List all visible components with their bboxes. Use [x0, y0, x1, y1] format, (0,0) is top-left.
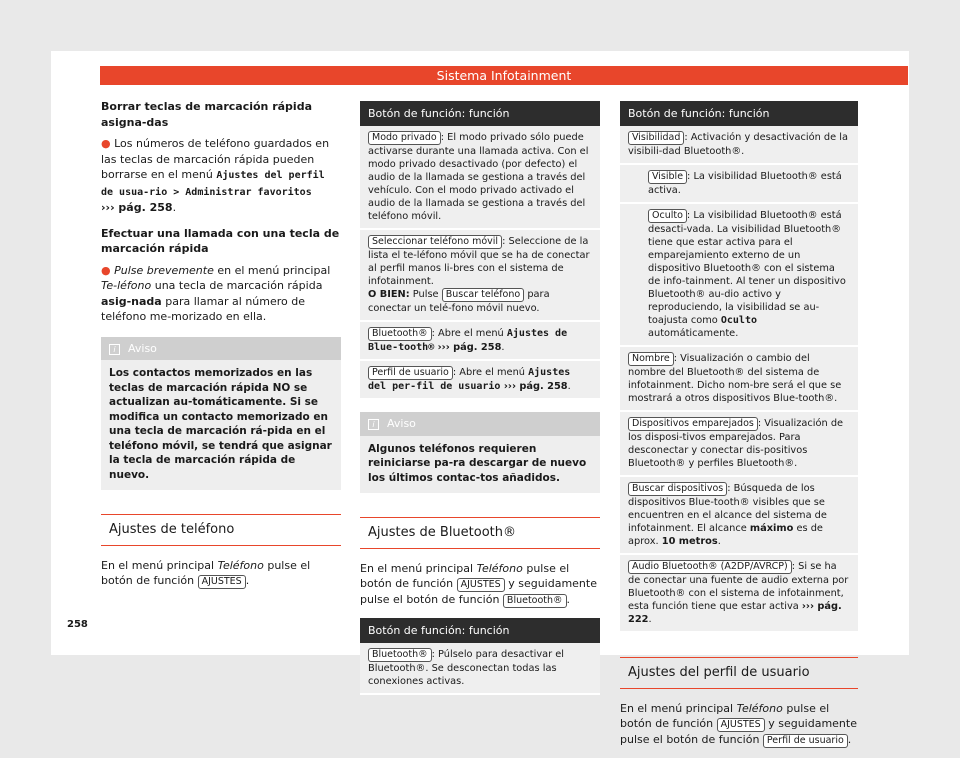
- page-reference[interactable]: ››› pág. 258: [101, 201, 173, 214]
- audio-bluetooth-key: Audio Bluetooth® (A2DP/AVRCP): [628, 560, 792, 574]
- table-subrow: Visible : La visibilidad Bluetooth® está activa.: [620, 165, 858, 204]
- paragraph-phone-settings: En el menú principal Teléfono pulse el botón de función AJUSTES .: [101, 558, 311, 587]
- heading-delete-speed-dial: Borrar teclas de marcación rápida asigna-das: [101, 100, 312, 129]
- bullet-icon: ●: [101, 137, 111, 150]
- function-table-3: [620, 101, 858, 633]
- heading-speed-dial-call: Efectuar una llamada con una tecla de marcación rápida: [101, 226, 340, 255]
- table-row: Bluetooth® : Púlselo para desactivar el Bluetooth®. Se desconectan todas las conexiones activas.: [360, 643, 600, 695]
- nombre-key: Nombre: [628, 352, 674, 366]
- ajustes-key: AJUSTES: [457, 578, 505, 592]
- table-row: Perfil de usuario : Abre el menú Ajustes del per-fil de usuario ››› pág. 258.: [360, 361, 600, 400]
- section-title-bluetooth: Ajustes de Bluetooth®: [360, 517, 600, 549]
- section-title-phone-settings: Ajustes de teléfono: [101, 514, 341, 546]
- page-reference[interactable]: ››› pág. 222: [628, 601, 842, 625]
- manual-page: [51, 51, 909, 746]
- page-header: Sistema Infotainment: [100, 66, 908, 85]
- table-row: Nombre : Visualización o cambio del nombre del Bluetooth® del sistema de infotainment. Dicho nom-bre será el que se mostrará a otros dispositivos Blue-tooth®.: [620, 347, 858, 412]
- table-subrow: Oculto : La visibilidad Bluetooth® está desacti-vada. La visibilidad Bluetooth® tiene que estar activa para el emparejamiento externo de un dispositivo Bluetooth® con el sistema de info-tainment. Al tener un dispositivo Bluetooth® au-dio activo y reproduciendo, la visibilidad se au-toajusta como Oculto automáticamente.: [620, 204, 858, 347]
- ajustes-key: AJUSTES: [198, 575, 246, 589]
- notice-text: Los contactos memorizados en las teclas de marcación rápida NO se actualizan au-tomáticamente. Si se modifica un contacto memorizado en una tecla de marcación rá-pida en el teléfono móvil, se tendrá que asignar la tecla de marcación rápida de nuevo.: [109, 367, 332, 481]
- table-row: Buscar dispositivos : Búsqueda de los dispositivos Blue-tooth® visibles que se encuentren en el alcance del sistema de infotainment. El alcance máximo es de aprox. 10 metros.: [620, 477, 858, 555]
- seleccionar-telefono-key: Seleccionar teléfono móvil: [368, 235, 502, 249]
- bluetooth-key: Bluetooth®: [368, 648, 432, 662]
- notice-box: [360, 412, 600, 493]
- notice-header: i Aviso: [101, 337, 341, 361]
- notice-text: Algunos teléfonos requieren reiniciarse pa-ra descargar de nuevo los últimos contac-tos añadidos.: [368, 442, 587, 484]
- function-table-1: [360, 101, 600, 400]
- visible-key: Visible: [648, 170, 687, 184]
- page-reference[interactable]: ››› pág. 258: [434, 342, 502, 353]
- column-3: [620, 101, 858, 758]
- notice-box: [101, 337, 341, 491]
- table-header: Botón de función: función: [620, 101, 858, 126]
- buscar-telefono-key: Buscar teléfono: [442, 288, 525, 302]
- paragraph-user-profile: En el menú principal Teléfono pulse el botón de función AJUSTES y seguidamente pulse el botón de función Perfil de usuario .: [620, 701, 857, 746]
- notice-header: i Aviso: [360, 412, 600, 436]
- info-icon: i: [109, 344, 120, 355]
- paragraph-speed-dial-call: ● Pulse brevemente en el menú principal Te-léfono una tecla de marcación rápida asig-nada para llamar al número de teléfono me-morizado en ella.: [101, 263, 331, 323]
- page-number: 258: [67, 619, 88, 630]
- bluetooth-key: Bluetooth®: [503, 594, 567, 608]
- table-row: Bluetooth® : Abre el menú Ajustes de Blue-tooth® ››› pág. 258.: [360, 322, 600, 361]
- paragraph-bluetooth: En el menú principal Teléfono pulse el botón de función AJUSTES y seguidamente pulse el botón de función Bluetooth® .: [360, 561, 597, 606]
- perfil-usuario-key: Perfil de usuario: [368, 366, 453, 380]
- table-row: Visibilidad : Activación y desactivación de la visibili-dad Bluetooth®.: [620, 126, 858, 165]
- table-row: Dispositivos emparejados : Visualización de los disposi-tivos emparejados. Para desconectar y conectar dis-positivos Bluetooth® y perfiles Bluetooth®.: [620, 412, 858, 477]
- section-title-user-profile: Ajustes del perfil de usuario: [620, 657, 858, 689]
- modo-privado-key: Modo privado: [368, 131, 441, 145]
- table-row: Modo privado : El modo privado sólo puede activarse durante una llamada activa. Con el modo privado desactivado (por defecto) el audio de la llamada se gestiona a través del vehículo. Con el modo privado activado el audio de la llamada se gestiona a través del teléfono móvil.: [360, 126, 600, 230]
- column-2: [360, 101, 600, 695]
- buscar-dispositivos-key: Buscar dispositivos: [628, 482, 727, 496]
- table-row: Seleccionar teléfono móvil : Seleccione de la lista el te-léfono móvil que se ha de conectar al perfil manos li-bres con el sistema de infotainment. O BIEN: Pulse Buscar teléfono para conectar un telé-fono móvil nuevo.: [360, 230, 600, 322]
- visibilidad-key: Visibilidad: [628, 131, 684, 145]
- bullet-icon: ●: [101, 263, 111, 277]
- dispositivos-emparejados-key: Dispositivos emparejados: [628, 417, 758, 431]
- table-row: Audio Bluetooth® (A2DP/AVRCP) : Si se ha de conectar una fuente de audio externa por Bluetooth® con el sistema de infotainment, esta función tiene que estar activa ››› pág. 222.: [620, 555, 858, 633]
- paragraph-delete-speed-dial: ● Los números de teléfono guardados en las teclas de marcación rápida pueden borrarse en el menú Ajustes del perfil de usua-rio > Administrar favoritos ››› pág. 258.: [101, 137, 330, 214]
- bluetooth-key: Bluetooth®: [368, 327, 432, 341]
- ajustes-key: AJUSTES: [717, 718, 765, 732]
- function-table-2: [360, 618, 600, 695]
- perfil-usuario-key: Perfil de usuario: [763, 734, 848, 748]
- column-1: [101, 99, 341, 599]
- oculto-key: Oculto: [648, 209, 687, 223]
- table-header: Botón de función: función: [360, 618, 600, 643]
- page-reference[interactable]: ››› pág. 258: [500, 381, 568, 392]
- info-icon: i: [368, 419, 379, 430]
- table-header: Botón de función: función: [360, 101, 600, 126]
